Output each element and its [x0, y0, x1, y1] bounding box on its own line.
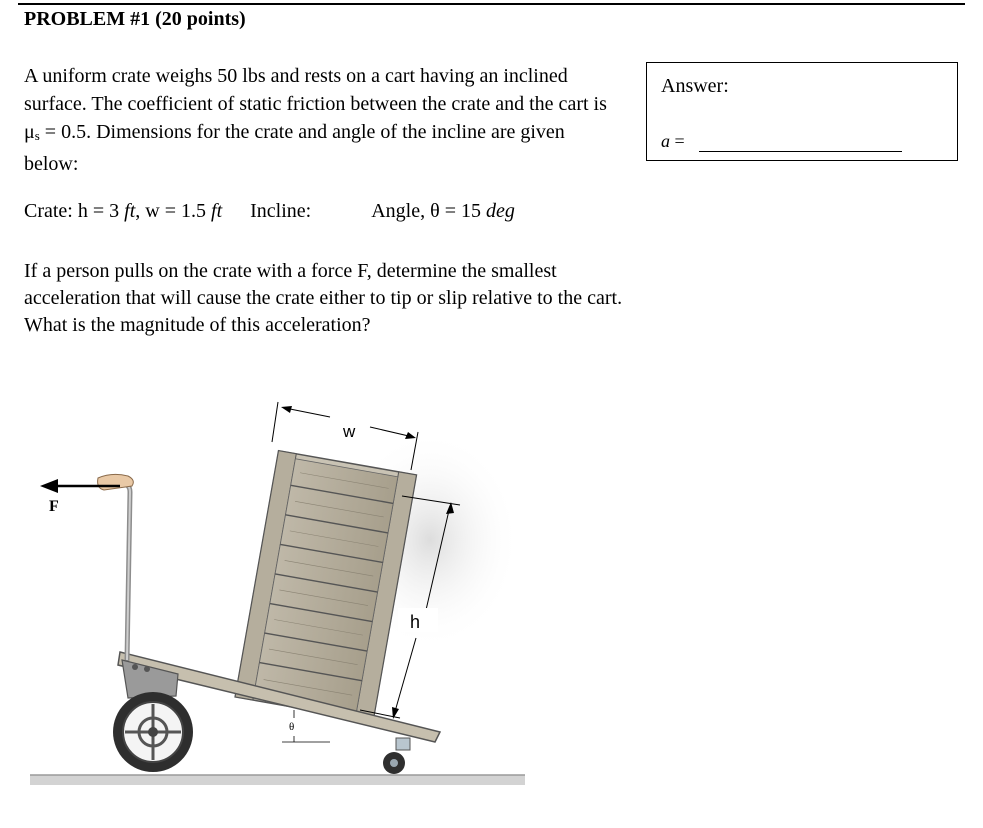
- force-label: F: [49, 498, 59, 515]
- crate-dims-mid: , w = 1.5: [135, 200, 212, 222]
- angle-label: θ: [289, 721, 295, 733]
- unit-ft-w: ft: [211, 200, 223, 222]
- intro-text-1: A uniform crate weighs 50 lbs and rests on a cart having an inclined surface. The coefficient of static friction between the crate and the cart is: [24, 65, 607, 115]
- answer-blank-line[interactable]: [699, 151, 902, 152]
- answer-box: [646, 62, 958, 161]
- problem-title: PROBLEM #1 (20 points): [24, 8, 246, 30]
- problem-statement: [24, 62, 624, 178]
- answer-equals: =: [670, 131, 685, 151]
- cart-crate-figure: [0, 380, 560, 820]
- unit-ft-h: ft: [124, 200, 136, 222]
- mu-subscript: s: [34, 128, 40, 143]
- answer-variable-symbol: a: [661, 131, 670, 151]
- answer-label: Answer:: [661, 75, 729, 97]
- height-label: h: [410, 612, 421, 632]
- answer-variable: [661, 131, 685, 152]
- mu-symbol: μ: [24, 121, 35, 143]
- incline-label: Incline:: [250, 200, 312, 222]
- crate-dims-prefix: Crate: h = 3: [24, 200, 125, 222]
- unit-deg: deg: [485, 200, 515, 222]
- force-arrowhead: [40, 479, 58, 493]
- cart-handle: [105, 484, 130, 660]
- ground: [30, 775, 525, 785]
- question: [24, 258, 634, 339]
- question-line-2: What is the magnitude of this acceleration?: [24, 314, 371, 336]
- angle-text: Angle, θ = 15: [371, 200, 486, 222]
- dimensions-line: [24, 200, 515, 223]
- caster-wheel: [383, 738, 410, 774]
- top-rule: [18, 3, 965, 5]
- question-line-1: If a person pulls on the crate with a force F, determine the smallest acceleration that will cause the crate either to tip or slip relative to the cart.: [24, 260, 623, 309]
- width-label: w: [343, 422, 356, 441]
- wheel: [113, 692, 193, 772]
- intro-text-2: = 0.5. Dimensions for the crate and angle of the incline are given below:: [24, 121, 565, 175]
- crate: [235, 451, 416, 722]
